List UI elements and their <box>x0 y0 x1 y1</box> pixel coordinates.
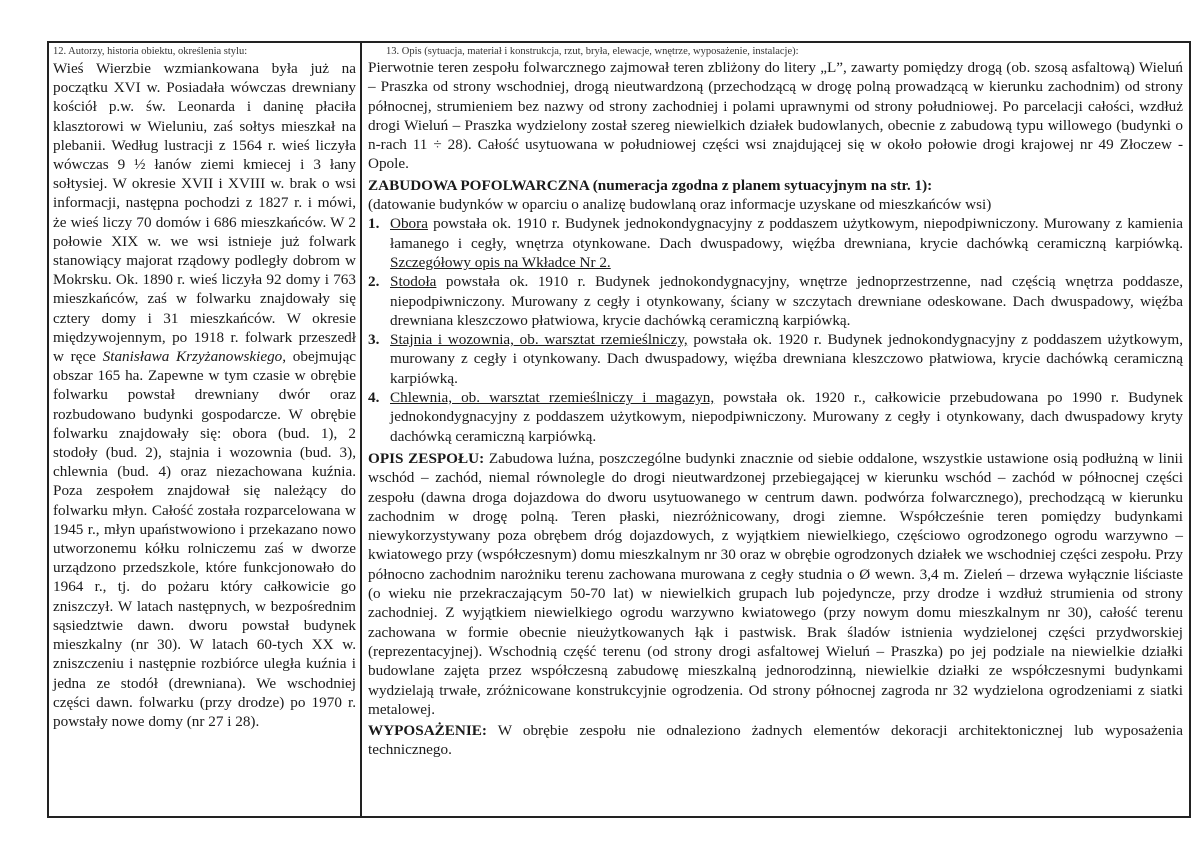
intro-paragraph: Pierwotnie teren zespołu folwarcznego zajmował teren zbliżony do litery „L”, zawarty pomiędzy drogą (ob. szosą asfaltową) Wieluń – Praszka od strony wschodniej, drogą nieutwardzoną (przechodzącą w drogę polną prowadzącą w kierunku zachodnim) od strony północnej, strumieniem bez nazwy od strony zachodniej i polami uprawnymi od strony południowej. Po parcelacji całości, wzdłuż drogi Wieluń – Praszka wydzielony został szereg niewielkich działek budowlanych, obecnie z zabudową typu willowego (budynki o n-rach 11 ÷ 28). Całość usytuowana w południowej części wsi znajdującej się w około połowie drogi krajowej nr 49 Złoczew - Opole. <box>368 59 1183 173</box>
list-item-number: 4. <box>368 389 380 407</box>
building-description: powstała ok. 1920 r. Budynek jednokondygnacyjny z poddaszem użytkowym, murowany z cegły i otynkowany. Dach dwuspadowy, więźba drewniana kleszczowo płatwiowa, krycie dachówką ceramiczną karpiówką. <box>390 331 1183 387</box>
description-body <box>368 58 1183 760</box>
ensemble-description <box>368 449 1183 719</box>
history-field-label: 12. Autorzy, historia obiektu, określenia stylu: <box>53 46 248 57</box>
building-name: Stajnia i wozownia, ob. warsztat rzemieślniczy, <box>390 331 688 349</box>
document-frame <box>47 41 1191 818</box>
history-text <box>53 59 356 731</box>
list-item-number: 2. <box>368 273 380 291</box>
list-item-number: 1. <box>368 215 380 233</box>
history-text-part-b: , obejmując obszar 165 ha. Zapewne w tym czasie w obrębie folwarku powstał drewniany dwór oraz rozbudowano budynki gospodarcze. W obrębie folwarku znajdowały się: obora (bud. 1), 2 stodoły (bud. 2), stajnia i wozownia (bud. 3), chlewnia (bud. 4) oraz niezachowana kuźnia. Poza zespołem znajdował się należący do folwarku młyn. Całość została rozparcelowana w 1945 r., młyn upaństwowiono i przekazano nowo utworzonemu kółku rolniczemu zaś w dworze urządzono przedszkole, które funkcjonowało do 1964 r., tj. do pożaru który całkowicie go zniszczył. W latach następnych, w bezpośrednim sąsiedztwie dawn. dworu powstał budynek mieszkalny (nr 30). W latach 60-tych XX w. zniszczeniu i następnie rozbiórce uległa kuźnia i jedna ze stodół (drewniana). We wschodniej części dawn. folwarku (przy drodze) po 1970 r. powstały nowe domy (nr 27 i 28). <box>53 348 357 730</box>
description-field-label: 13. Opis (sytuacja, materiał i konstrukcja, rzut, bryła, elewacje, wnętrze, wyposażenie, instalacje): <box>386 46 799 57</box>
building-name: Obora <box>390 215 428 233</box>
list-item-text <box>390 214 1183 272</box>
list-item-number: 3. <box>368 331 380 349</box>
description-column <box>362 43 1189 816</box>
ensemble-label: OPIS ZESPOŁU: <box>368 449 485 467</box>
section-heading-buildings: ZABUDOWA POFOLWARCZNA (numeracja zgodna z planem sytuacyjnym na str. 1): <box>368 176 933 194</box>
building-name: Stodoła <box>390 273 437 291</box>
owner-name: Stanisława Krzyżanowskiego <box>102 348 283 366</box>
equipment-description <box>368 721 1183 760</box>
equipment-label: WYPOSAŻENIE: <box>368 722 487 740</box>
ensemble-text: Zabudowa luźna, poszczególne budynki znacznie od siebie oddalone, wszystkie ustawione osią podłużną w linii wschód – zachód, niemal równolegle do drogi nieutwardzonej przebiegającej w kierunku wschód – zachód w północnej części zespołu (dawna droga dojazdowa do dworu usytuowanego w centrum dawn. podwórza folwarcznego), prechodzącą w kierunku zachodnim w drogę polną. Teren płaski, niezróżnicowany, drogi ziemne. Współcześnie teren pomiędzy budynkami niewykorzystywany poza obrębem dróg dojazdowych, z wyjątkiem niewielkiego, częściowo ogrodzonego ogrodu warzywno – kwiatowego przy (współczesnym) domu mieszkalnym nr 30 oraz w obrębie ogrodzonych działek we wschodniej części zespołu. Przy północno zachodnim narożniku terenu zachowana murowana z cegły studnia o Ø wewn. 3,4 m. Zieleń – drzewa wyłącznie liściaste (o wieku nie przekraczającym 50-70 lat) w niewielkich grupach lub pojedyncze, przy drodze i wzdłuż strumienia od strony zachodniej. Z wyjątkiem niewielkiego ogrodu warzywno kwiatowego (przy nowym domu mieszkalnym nr 30), całość terenu zachowana w formie obecnie nieużytkowanych łąk i pastwisk. Brak śladów istnienia wydzielonej części przydworskiej (reprezentacyjnej). Wschodnią część terenu (od strony drogi asfaltowej Wieluń – Praszka) po jej podziale na niewielkie działki budowlane zajęta przez współczesną zabudowę mieszkalną jednorodzinną, niewielkie działki ze współczesnymi budynkami wydzielają trwałe, zróżnicowane konstrukcyjnie ogrodzenia. Od strony północnej zagroda nr 32 wydzielona ogrodzeniami z siatki metalowej. <box>368 449 1183 718</box>
list-item <box>368 388 1183 446</box>
list-item <box>368 330 1183 388</box>
insert-reference: Szczegółowy opis na Wkładce Nr 2. <box>390 253 611 271</box>
history-text-part-a: Wieś Wierzbie wzmiankowana była już na początku XVI w. Posiadała wówczas drewniany kościół p.w. św. Leonarda i daninę płaciła klasztorowi w Wieluniu, zaś sołtys mieszkał na plebanii. Według lustracji z 1564 r. wieś liczyła wówczas 9 ½ łanów ziemi kmiecej i 3 łany sołtysiej. W okresie XVII i XVIII w. brak o wsi informacji, następna pochodzi z 1827 r. i mówi, że wieś liczy 70 domów i 686 mieszkańców. W 2 połowie XIX w. we wsi istnieje już folwark stanowiący majorat rządowy podległy dobrom w Mokrsku. Ok. 1890 r. wieś liczyła 92 domy i 763 mieszkańców, zaś w folwarku znajdowały się cztery domy i 31 mieszkańców. W okresie międzywojennym, po 1918 r. folwark przeszedł w ręce <box>53 60 356 366</box>
list-item-text <box>390 272 1183 330</box>
list-item-text <box>390 330 1183 388</box>
building-description: powstała ok. 1920 r., całkowicie przebudowana po 1990 r. Budynek jednokondygnacyjny z poddaszem użytkowym, niepodpiwniczony. Murowany z cegły i otynkowany, dach dwuspadowy kryty dachówką ceramiczną karpiówką. <box>390 389 1183 445</box>
building-description: powstała ok. 1910 r. Budynek jednokondygnacyjny, wnętrze jednoprzestrzenne, nad częścią wnętrza poddasze, niepodpiwniczony. Murowany z cegły i otynkowany, ściany w szczytach drewniane odeskowane. Dach dwuspadowy, więźba drewniana kleszczowo płatwiowa, krycie dachówką ceramiczną karpiówką. <box>390 273 1183 329</box>
list-item <box>368 214 1183 272</box>
history-column <box>49 43 362 816</box>
list-item <box>368 272 1183 330</box>
building-name: Chlewnia, ob. warsztat rzemieślniczy i magazyn, <box>390 389 715 407</box>
buildings-list <box>368 214 1183 446</box>
list-item-text <box>390 388 1183 446</box>
equipment-text: W obrębie zespołu nie odnaleziono żadnych elementów dekoracji architektonicznej lub wyposażenia technicznego. <box>368 722 1183 759</box>
section-note-dating: (datowanie budynków w oparciu o analizę budowlaną oraz informacje uzyskane od mieszkańców wsi) <box>368 196 992 214</box>
building-description: powstała ok. 1910 r. Budynek jednokondygnacyjny z poddaszem użytkowym, niepodpiwniczony. Murowany z kamienia łamanego i cegły, wnętrza otynkowane. Dach dwuspadowy, więźba drewniana, krycie dachówką ceramiczną karpiówką. <box>390 215 1183 252</box>
